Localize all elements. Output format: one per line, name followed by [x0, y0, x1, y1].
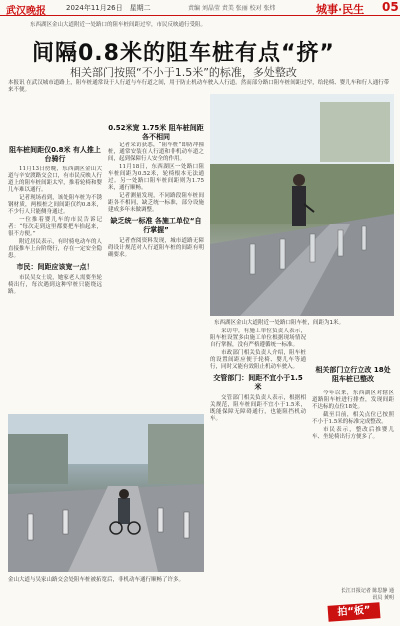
paragraph: 11月13日傍晚，东西湖区金山大道与辛安渡路交会口，有市民反映人行道上的阻车桩间距太窄，推着轮椅和婴儿车难以通行。	[8, 166, 102, 193]
photo-caption-2: 金山大道与吴家山路交会处阻车桩被拓宽后，非机动车通行顺畅了许多。	[8, 577, 185, 583]
page-number: 05	[382, 0, 399, 14]
section-name: 城事·民生	[316, 3, 365, 16]
paragraph: 截至目前，相关点位已按照不小于1.5米的标准完成整改。	[312, 412, 394, 425]
article-intro: 东西湖区金山大道附近一处路口的阻车桩间距过窄，市民反映通行受阻。	[30, 22, 207, 28]
article-column-4	[312, 390, 394, 586]
section-title-col2: 0.52米宽 1.75米 阻车桩间距各不相同	[108, 124, 204, 141]
paragraph: 市民吴女士说，她家老人需要坐轮椅出行，每次遇到这种窄桩只能绕远路。	[8, 275, 102, 295]
paragraph: 记者现场看到，该处阻车桩为不锈钢材质，两根桩之间间距仅约0.8米，不少行人只能侧身通过。	[8, 195, 102, 215]
byline: 长江日报记者 陈思静 通讯员 黄明	[340, 588, 394, 601]
newspaper-logo: 武汉晚报	[6, 6, 46, 17]
column-stamp: 拍“板”	[328, 602, 381, 622]
photo-bollards-intersection	[210, 94, 394, 316]
paragraph: 附近居民表示，有时骑电动车的人直接推车上台阶绕行，存在一定安全隐患。	[8, 239, 102, 259]
photo-street-scene	[8, 414, 204, 572]
photo-caption-1: 东西湖区金山大道附近一处路口阻车桩，间距为1米。	[214, 320, 345, 326]
paragraph: 交管部门相关负责人表示，根据相关规范，阻车桩间距不宜小于1.5米，既能保障无障碍通行，也能阻挡机动车。	[210, 395, 306, 422]
paragraph: 11月18日，东西湖区一处路口阻车桩间距为0.52米，轮椅根本无法通过。另一处路口阻车桩间距则为1.75米，通行顺畅。	[108, 164, 204, 191]
paragraph: 市民表示，整改后推婴儿车、坐轮椅出行方便多了。	[312, 427, 394, 440]
masthead	[0, 0, 400, 16]
section-title-2: 市民：间距应该宽一点！	[16, 263, 94, 271]
section-title-col4: 相关部门立行立改 18处阻车桩已整改	[315, 366, 391, 383]
photo-widened-bollards	[8, 414, 204, 572]
paragraph: 采访中，有施工单位负责人表示，阻车桩设置多由施工单位根据现场情况自行掌握，没有严格遵循统一标准。	[210, 328, 306, 348]
section-title-col3: 缺乏统一标准 各施工单位“自行掌握”	[110, 217, 202, 234]
photo-bollards-scene	[210, 94, 394, 316]
subheadline: 相关部门按照“不小于1.5米”的标准，多处整改	[70, 66, 297, 79]
issue-date: 2024年11月26日 星期二	[66, 4, 151, 12]
paragraph: 一位推着婴儿车的市民告诉记者：“每次走到这里都要把车抬起来，很不方便。”	[8, 217, 102, 237]
paragraph: 今年以来，东西湖区对辖区道路阻车桩进行排查，发现间距不达标的点位18处。	[312, 390, 394, 410]
editor-credits: 责编 刘晶莹 责美 张丽 校对 张炜	[188, 5, 276, 12]
paragraph: 记者查阅资料发现，城市道路无障碍设计规范对人行道阻车桩的间距有明确要求。	[108, 238, 204, 258]
paragraph: 记者测量发现，不同路段阻车桩间距各不相同，缺乏统一标准，部分设施建成多年未做调整。	[108, 193, 204, 213]
lead-paragraph: 本报讯 在武汉城市道路上，阻车桩通常设于人行道与车行道之间，用于防止机动车驶入人行道。然而部分路口阻车桩间距过窄，给轮椅、婴儿车和行人通行带来不便。	[8, 80, 390, 93]
section-title-1: 阻车桩间距仅0.8米 有人推上台骑行	[9, 146, 101, 163]
paragraph: 市政部门相关负责人介绍，阻车桩的设置间距应便于轮椅、婴儿车等通行，同时又能有效阻止机动车驶入。	[210, 350, 306, 370]
headline: 间隔0.8米的阻车桩有点“挤”	[32, 41, 335, 66]
section-title-col3b: 交管部门：间距不宜小于1.5米	[213, 374, 303, 391]
article-column-3	[210, 328, 306, 564]
paragraph: 记者采访获悉，“阻车桩”即防冲撞桩，通常安装在人行道和非机动车道之间，起到保障行人安全的作用。	[108, 142, 204, 162]
article-column-2	[108, 142, 204, 414]
